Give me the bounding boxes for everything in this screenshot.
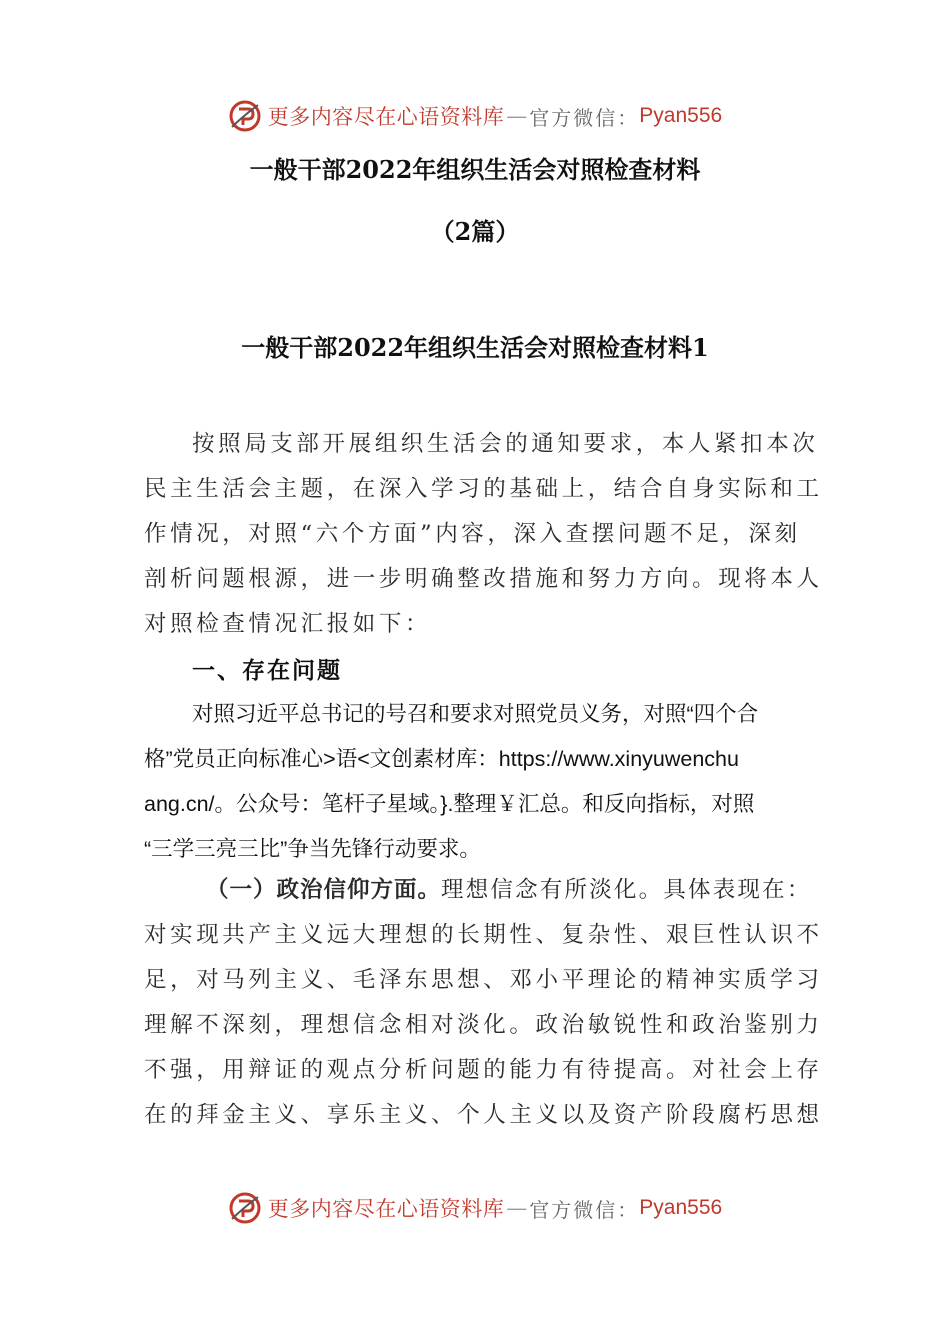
intro-line: 民主生活会主题，在深入学习的基础上，结合自身实际和工: [144, 476, 823, 502]
subsection-label: （一）政治信仰方面。: [206, 877, 442, 903]
watermark-dash: —: [506, 1196, 528, 1220]
intro-line: 剖析问题根源，进一步明确整改措施和努力方向。现将本人: [144, 566, 823, 592]
main-title: 一般干部2022年组织生活会对照检查材料: [249, 155, 701, 184]
sub-title: 一般干部2022年组织生活会对照检查材料1: [241, 333, 709, 362]
section-heading: 一、存在问题: [192, 657, 342, 684]
subsection-line: 对实现共产主义远大理想的长期性、复杂性、艰巨性认识不: [144, 922, 823, 948]
subsection-first-line: [144, 868, 834, 913]
watermark-slogan: 更多内容尽在心语资料库: [267, 1197, 505, 1221]
count-note: （2篇）: [430, 217, 520, 246]
brand-logo-icon: [228, 1191, 262, 1225]
subsection-line: 理解不深刻，理想信念相对淡化。政治敏锐性和政治鉴别力: [144, 1012, 823, 1038]
subsection-line: 足，对马列主义、毛泽东思想、邓小平理论的精神实质学习: [144, 967, 823, 993]
section1-line: ang.cn/。公众号：笔杆子星域。}.整理￥汇总。和反向指标，对照: [144, 792, 755, 816]
intro-paragraph: [144, 422, 824, 647]
brand-logo-icon: [228, 99, 262, 133]
watermark-slogan: 更多内容尽在心语资料库: [267, 105, 505, 129]
section1-line: 对照习近平总书记的号召和要求对照党员义务，对照“四个合: [192, 702, 759, 726]
subsection-line: 不强，用辩证的观点分析问题的能力有待提高。对社会上存: [144, 1057, 823, 1083]
bottom-watermark-banner: [0, 1188, 950, 1228]
section1-line: “三学三亮三比”争当先锋行动要求。: [144, 837, 481, 861]
watermark-dash: —: [506, 104, 528, 128]
watermark-wechat-id: Pyan556: [639, 104, 723, 127]
section1-line: 格”党员正向标准心>语<文创素材库：https://www.xinyuwenchu: [144, 747, 739, 771]
subsection-line: 在的拜金主义、享乐主义、个人主义以及资产阶段腐朽思想: [144, 1102, 823, 1128]
intro-line: 作情况，对照“六个方面”内容，深入查摆问题不足，深刻: [144, 521, 801, 547]
subsection-lead: 理想信念有所淡化。具体表现在：: [441, 877, 812, 903]
watermark-wechat-id: Pyan556: [639, 1196, 723, 1219]
section1-paragraph: [144, 692, 834, 872]
top-watermark-banner: [0, 96, 950, 136]
intro-line: 对照检查情况汇报如下：: [144, 611, 432, 637]
watermark-wechat-label: 官方微信：: [529, 1197, 640, 1222]
subsection-paragraph: [144, 868, 834, 1138]
intro-line: 按照局支部开展组织生活会的通知要求，本人紧扣本次: [192, 431, 819, 457]
watermark-wechat-label: 官方微信：: [529, 105, 640, 130]
